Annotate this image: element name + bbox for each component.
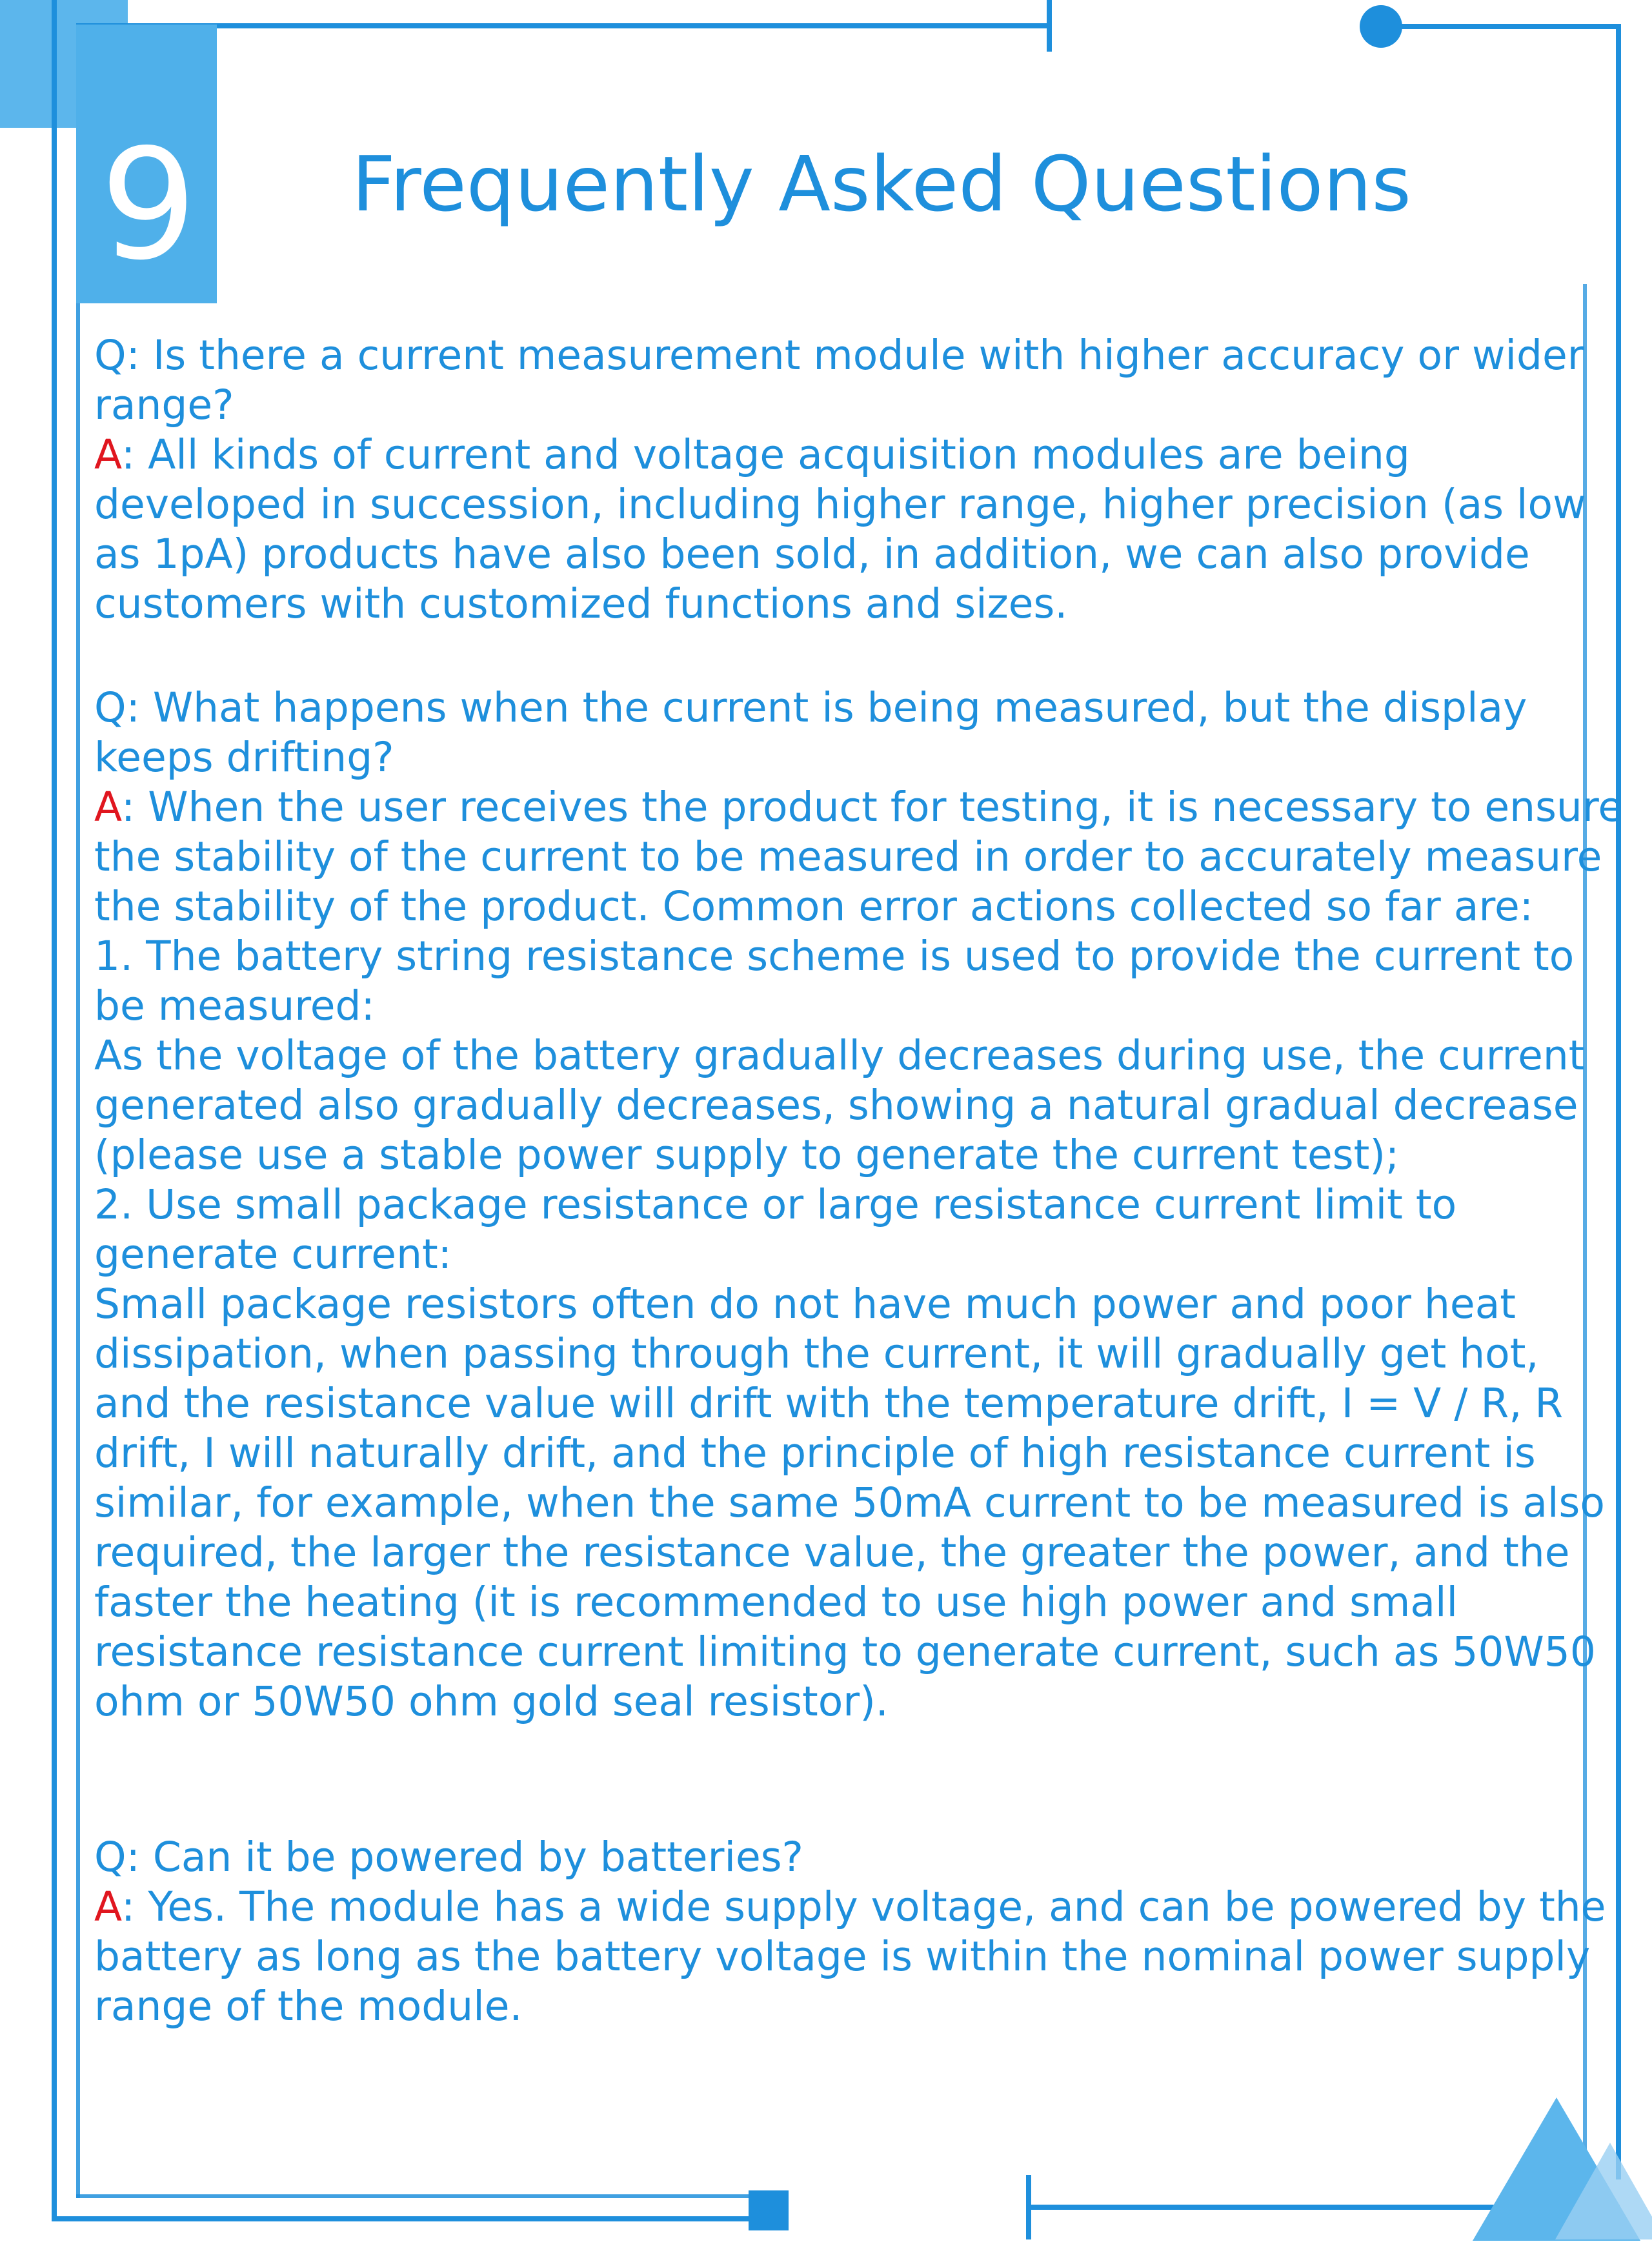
- faq-answer: [94, 782, 1624, 931]
- answer-marker: A: [94, 1883, 121, 1930]
- faq-item: [94, 683, 1624, 1726]
- faq-answer: [94, 1882, 1624, 2031]
- faq-answer-text: : Yes. The module has a wide supply voltage, and can be powered by the battery as long as the battery voltage is within the nominal power supply range of the module.: [94, 1883, 1606, 2030]
- frame-top-tick: [1047, 0, 1052, 52]
- faq-question: Q: What happens when the current is being measured, but the display keeps drifting?: [94, 684, 1527, 781]
- faq-answer-text: : When the user receives the product for testing, it is necessary to ensure the stability of the current to be measured in order to accurately measure the stability of the product. Common error actions collected so far are:: [94, 783, 1624, 930]
- answer-marker: A: [94, 431, 121, 478]
- chapter-number: 9: [99, 116, 197, 294]
- frame-bottom-line: [52, 2216, 755, 2221]
- faq-answer-paragraph: As the voltage of the battery gradually decreases during use, the current generated also gradually decreases, showing a natural gradual decrease (please use a stable power supply to generate the current test);: [94, 1032, 1585, 1178]
- page-title: Frequently Asked Questions: [352, 139, 1411, 228]
- frame-left-inner-line: [76, 23, 80, 2198]
- faq-answer-text: : All kinds of current and voltage acquisition modules are being developed in succession, including higher range, higher precision (as low as 1pA) products have also been sold, in addition, we can also provide customers with customized functions and sizes.: [94, 431, 1586, 627]
- frame-top-line: [76, 23, 1051, 28]
- faq-answer: [94, 430, 1624, 629]
- faq-content: [94, 330, 1624, 2031]
- answer-marker: A: [94, 783, 121, 831]
- faq-item: [94, 330, 1624, 629]
- faq-question: Q: Can it be powered by batteries?: [94, 1834, 803, 1881]
- frame-left-line: [52, 0, 57, 2220]
- faq-answer-paragraph: 2. Use small package resistance or large resistance current limit to generate current:: [94, 1181, 1457, 1278]
- frame-top-right-line: [1381, 24, 1621, 29]
- faq-answer-paragraph: 1. The battery string resistance scheme is used to provide the current to be measured:: [94, 933, 1575, 1029]
- faq-item: [94, 1832, 1624, 2031]
- frame-bottom-inner-line: [76, 2194, 754, 2198]
- faq-question: Q: Is there a current measurement module with higher accuracy or wider range?: [94, 332, 1584, 429]
- faq-answer-paragraph: Small package resistors often do not have much power and poor heat dissipation, when passing through the current, it will gradually get hot, and the resistance value will drift with the temperature drift, I = V / R, R drift, I will naturally drift, and the principle of high resistance current is similar, for example, when the same 50mA current to be measured is also required, the larger the resistance value, the greater the power, and the faster the heating (it is recommended to use high power and small resistance resistance current limiting to generate current, such as 50W50 ohm or 50W50 ohm gold seal resistor).: [94, 1280, 1605, 1725]
- corner-dot-decoration: [1360, 5, 1402, 48]
- frame-bottom-square: [749, 2190, 789, 2230]
- triangle-decoration-small: [1555, 2143, 1652, 2239]
